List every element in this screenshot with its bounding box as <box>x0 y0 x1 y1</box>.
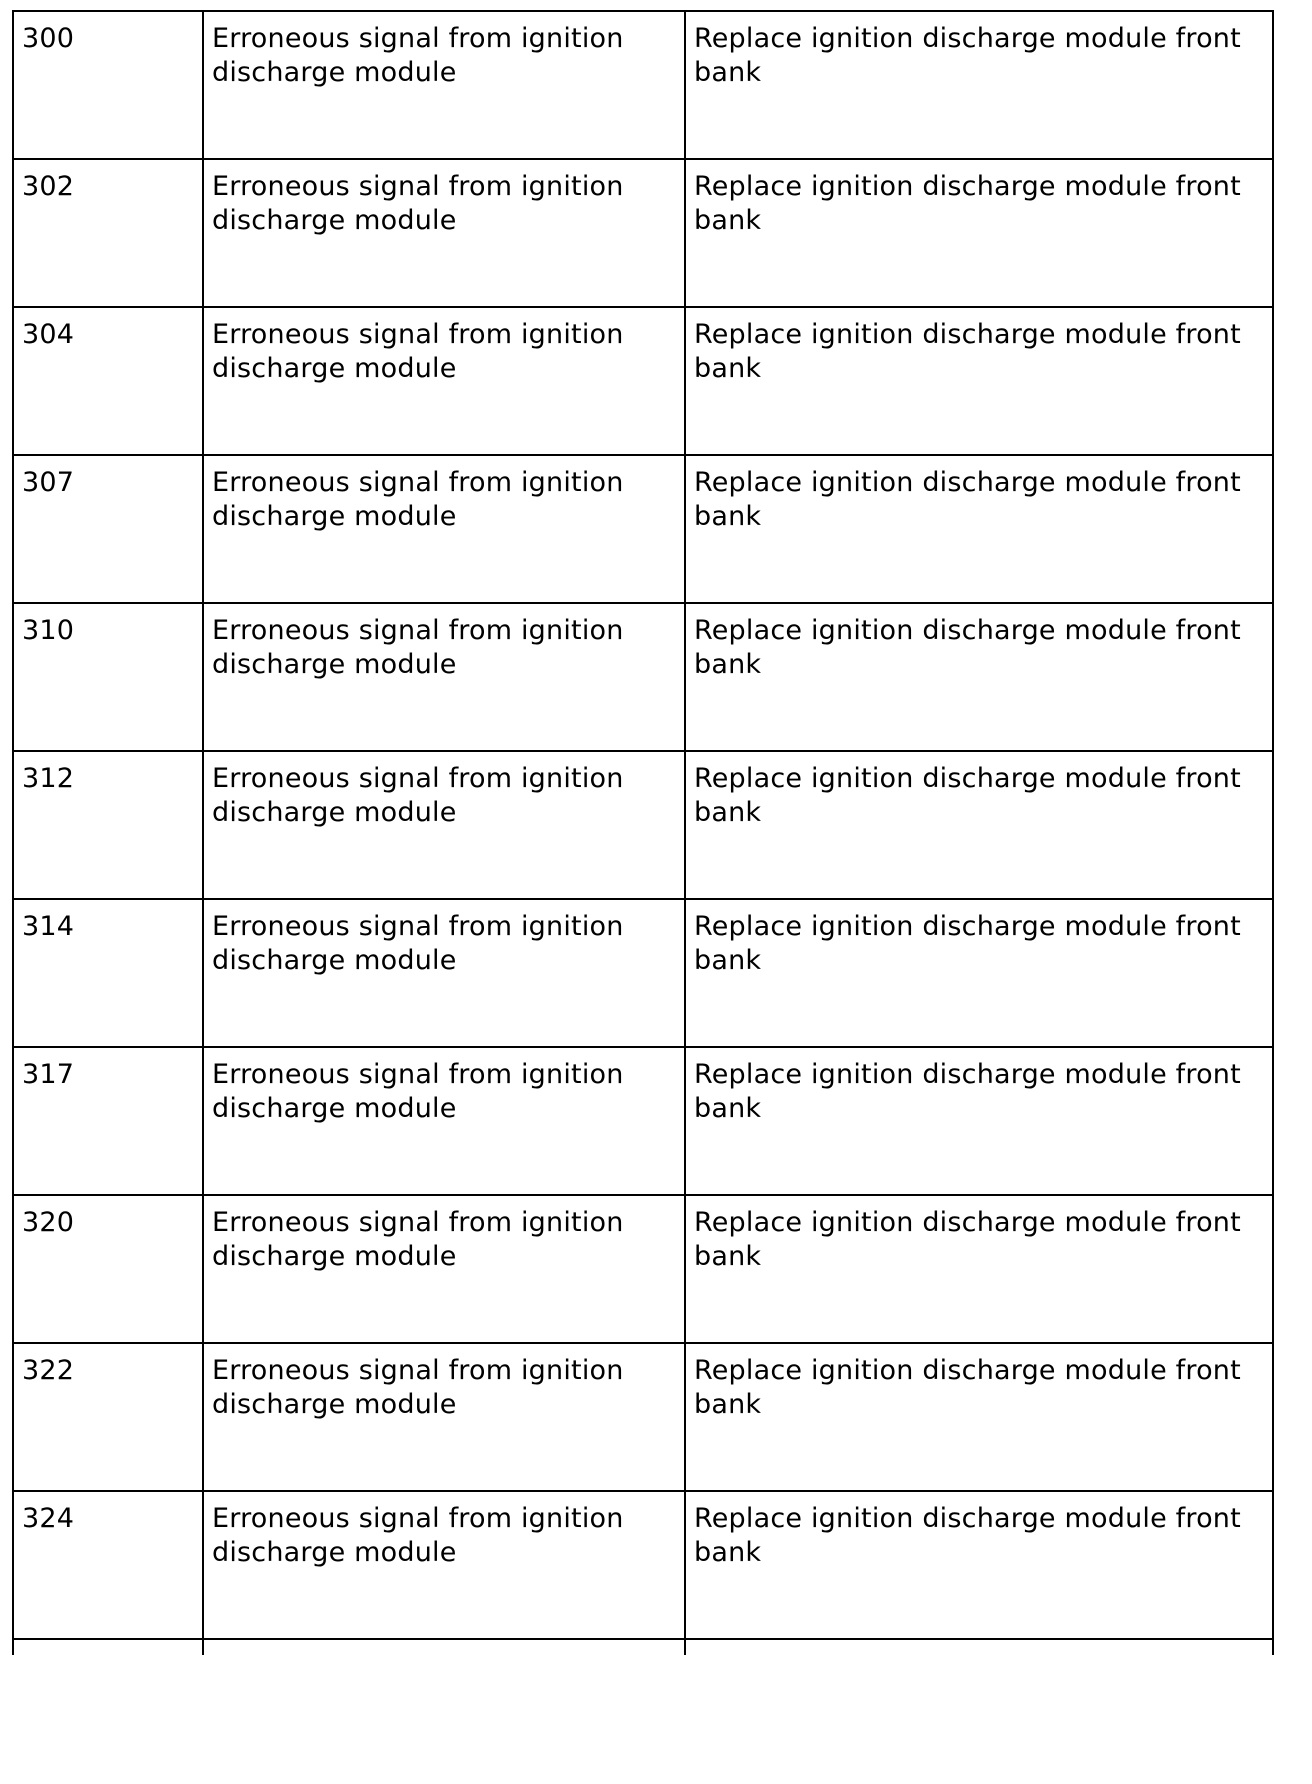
action-cell: Replace ignition discharge module front bank <box>685 1047 1273 1195</box>
table-row-cut-off <box>13 1639 1273 1655</box>
fault-code-cell: 320 <box>13 1195 203 1343</box>
empty-cell <box>685 1639 1273 1655</box>
fault-code-cell: 324 <box>13 1491 203 1639</box>
action-cell: Replace ignition discharge module front bank <box>685 1195 1273 1343</box>
description-cell: Erroneous signal from ignition discharge module <box>203 11 685 159</box>
action-cell: Replace ignition discharge module front bank <box>685 899 1273 1047</box>
fault-code-cell: 300 <box>13 11 203 159</box>
action-cell: Replace ignition discharge module front bank <box>685 1343 1273 1491</box>
fault-code-cell: 307 <box>13 455 203 603</box>
description-cell: Erroneous signal from ignition discharge module <box>203 603 685 751</box>
description-cell: Erroneous signal from ignition discharge module <box>203 159 685 307</box>
description-cell: Erroneous signal from ignition discharge module <box>203 1195 685 1343</box>
fault-code-table-body <box>13 11 1273 1655</box>
action-cell: Replace ignition discharge module front bank <box>685 307 1273 455</box>
table-row <box>13 1343 1273 1491</box>
action-cell: Replace ignition discharge module front bank <box>685 1491 1273 1639</box>
description-cell: Erroneous signal from ignition discharge module <box>203 1343 685 1491</box>
empty-cell <box>203 1639 685 1655</box>
table-row <box>13 603 1273 751</box>
description-cell: Erroneous signal from ignition discharge module <box>203 1047 685 1195</box>
table-row <box>13 1047 1273 1195</box>
empty-cell <box>13 1639 203 1655</box>
action-cell: Replace ignition discharge module front bank <box>685 455 1273 603</box>
description-cell: Erroneous signal from ignition discharge module <box>203 1491 685 1639</box>
table-row <box>13 1491 1273 1639</box>
table-row <box>13 1195 1273 1343</box>
fault-code-cell: 322 <box>13 1343 203 1491</box>
fault-code-cell: 312 <box>13 751 203 899</box>
fault-code-cell: 310 <box>13 603 203 751</box>
fault-code-cell: 302 <box>13 159 203 307</box>
table-row <box>13 899 1273 1047</box>
action-cell: Replace ignition discharge module front bank <box>685 751 1273 899</box>
table-row <box>13 159 1273 307</box>
action-cell: Replace ignition discharge module front bank <box>685 159 1273 307</box>
action-cell: Replace ignition discharge module front bank <box>685 11 1273 159</box>
table-row <box>13 11 1273 159</box>
fault-code-cell: 314 <box>13 899 203 1047</box>
table-row <box>13 751 1273 899</box>
description-cell: Erroneous signal from ignition discharge module <box>203 751 685 899</box>
table-row <box>13 307 1273 455</box>
description-cell: Erroneous signal from ignition discharge module <box>203 899 685 1047</box>
fault-code-cell: 317 <box>13 1047 203 1195</box>
fault-code-cell: 304 <box>13 307 203 455</box>
table-row <box>13 455 1273 603</box>
fault-code-table <box>12 10 1274 1655</box>
description-cell: Erroneous signal from ignition discharge module <box>203 307 685 455</box>
action-cell: Replace ignition discharge module front bank <box>685 603 1273 751</box>
description-cell: Erroneous signal from ignition discharge module <box>203 455 685 603</box>
